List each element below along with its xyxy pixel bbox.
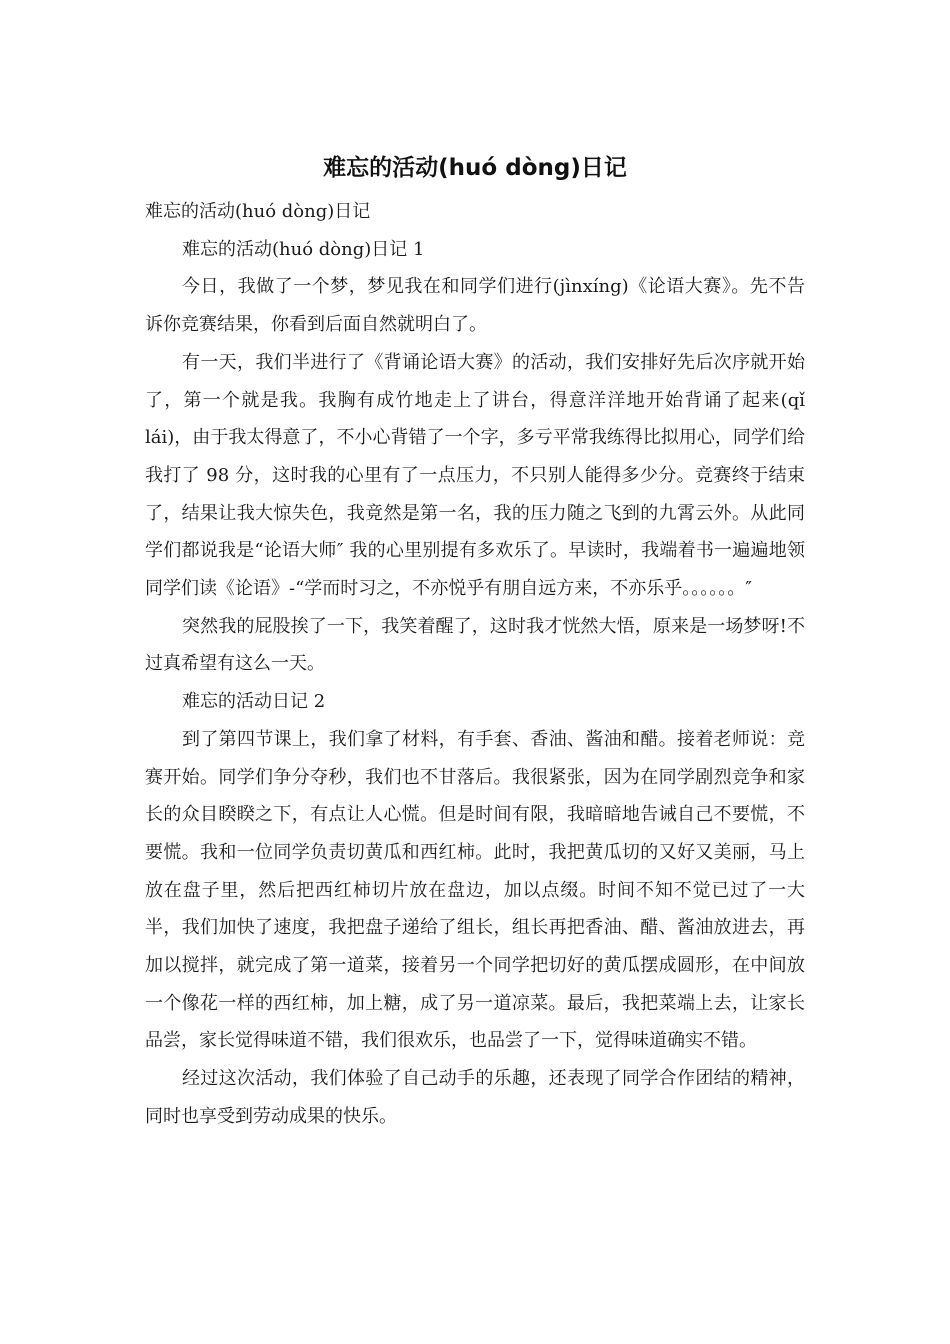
- paragraph-heading: 难忘的活动(huó dòng)日记: [145, 201, 371, 222]
- paragraph: 有一天，我们半进行了《背诵论语大赛》的活动，我们安排好先后次序就开始了，第一个就是我。我胸有成竹地走上了讲台，得意洋洋地开始背诵了起来(qǐ lái)，由于我太得意了，不小心背错了一个字，多亏平常我练得比拟用心，同学们给我打了 98 分，这时我的心里有了一点压力，不只别人能得多少分。竞赛终于结束了，结果让我大惊失色，我竟然是第一名，我的压力随之飞到的九霄云外。从此同学们都说我是“论语大师″ 我的心里别提有多欢乐了。早读时，我端着书一遍遍地领同学们读《论语》-“学而时习之，不亦悦乎有朋自远方来，不亦乐乎。。。。。。″: [145, 351, 805, 600]
- diary-1-heading: 难忘的活动(huó dòng)日记 1: [182, 238, 425, 260]
- paragraph: 今日，我做了一个梦，梦见我在和同学们进行(jìnxíng)《论语大赛》。先不告诉你竞赛结果，你看到后面自然就明白了。: [145, 276, 805, 336]
- paragraph: 经过这次活动，我们体验了自己动手的乐趣，还表现了同学合作团结的精神，同时也享受到劳动成果的快乐。: [145, 1068, 805, 1127]
- paragraph: 到了第四节课上，我们拿了材料，有手套、香油、酱油和醋。接着老师说：竞赛开始。同学们争分夺秒，我们也不甘落后。我很紧张，因为在同学剧烈竞争和家长的众目睽睽之下，有点让人心慌。但是时间有限，我暗暗地告诫自己不要慌，不要慌。我和一位同学负责切黄瓜和西红柿。此时，我把黄瓜切的又好又美丽，马上放在盘子里，然后把西红柿切片放在盘边，加以点缀。时间不知不觉已过了一大半，我们加快了速度，我把盘子递给了组长，组长再把香油、醋、酱油放进去，再加以搅拌，就完成了第一道菜，接着另一个同学把切好的黄瓜摆成圆形，在中间放一个像花一样的西红柿，加上糖，成了另一道凉菜。最后，我把菜端上去，让家长品尝，家长觉得味道不错，我们很欢乐，也品尝了一下，觉得味道确实不错。: [145, 728, 805, 1052]
- document-title: 难忘的活动(huó dòng)日记: [323, 155, 627, 181]
- diary-2-heading: 难忘的活动日记 2: [182, 691, 326, 713]
- paragraph: 突然我的屁股挨了一下，我笑着醒了，这时我才恍然大悟，原来是一场梦呀!不过真希望有这么一天。: [145, 615, 805, 675]
- document-body: [145, 193, 805, 1136]
